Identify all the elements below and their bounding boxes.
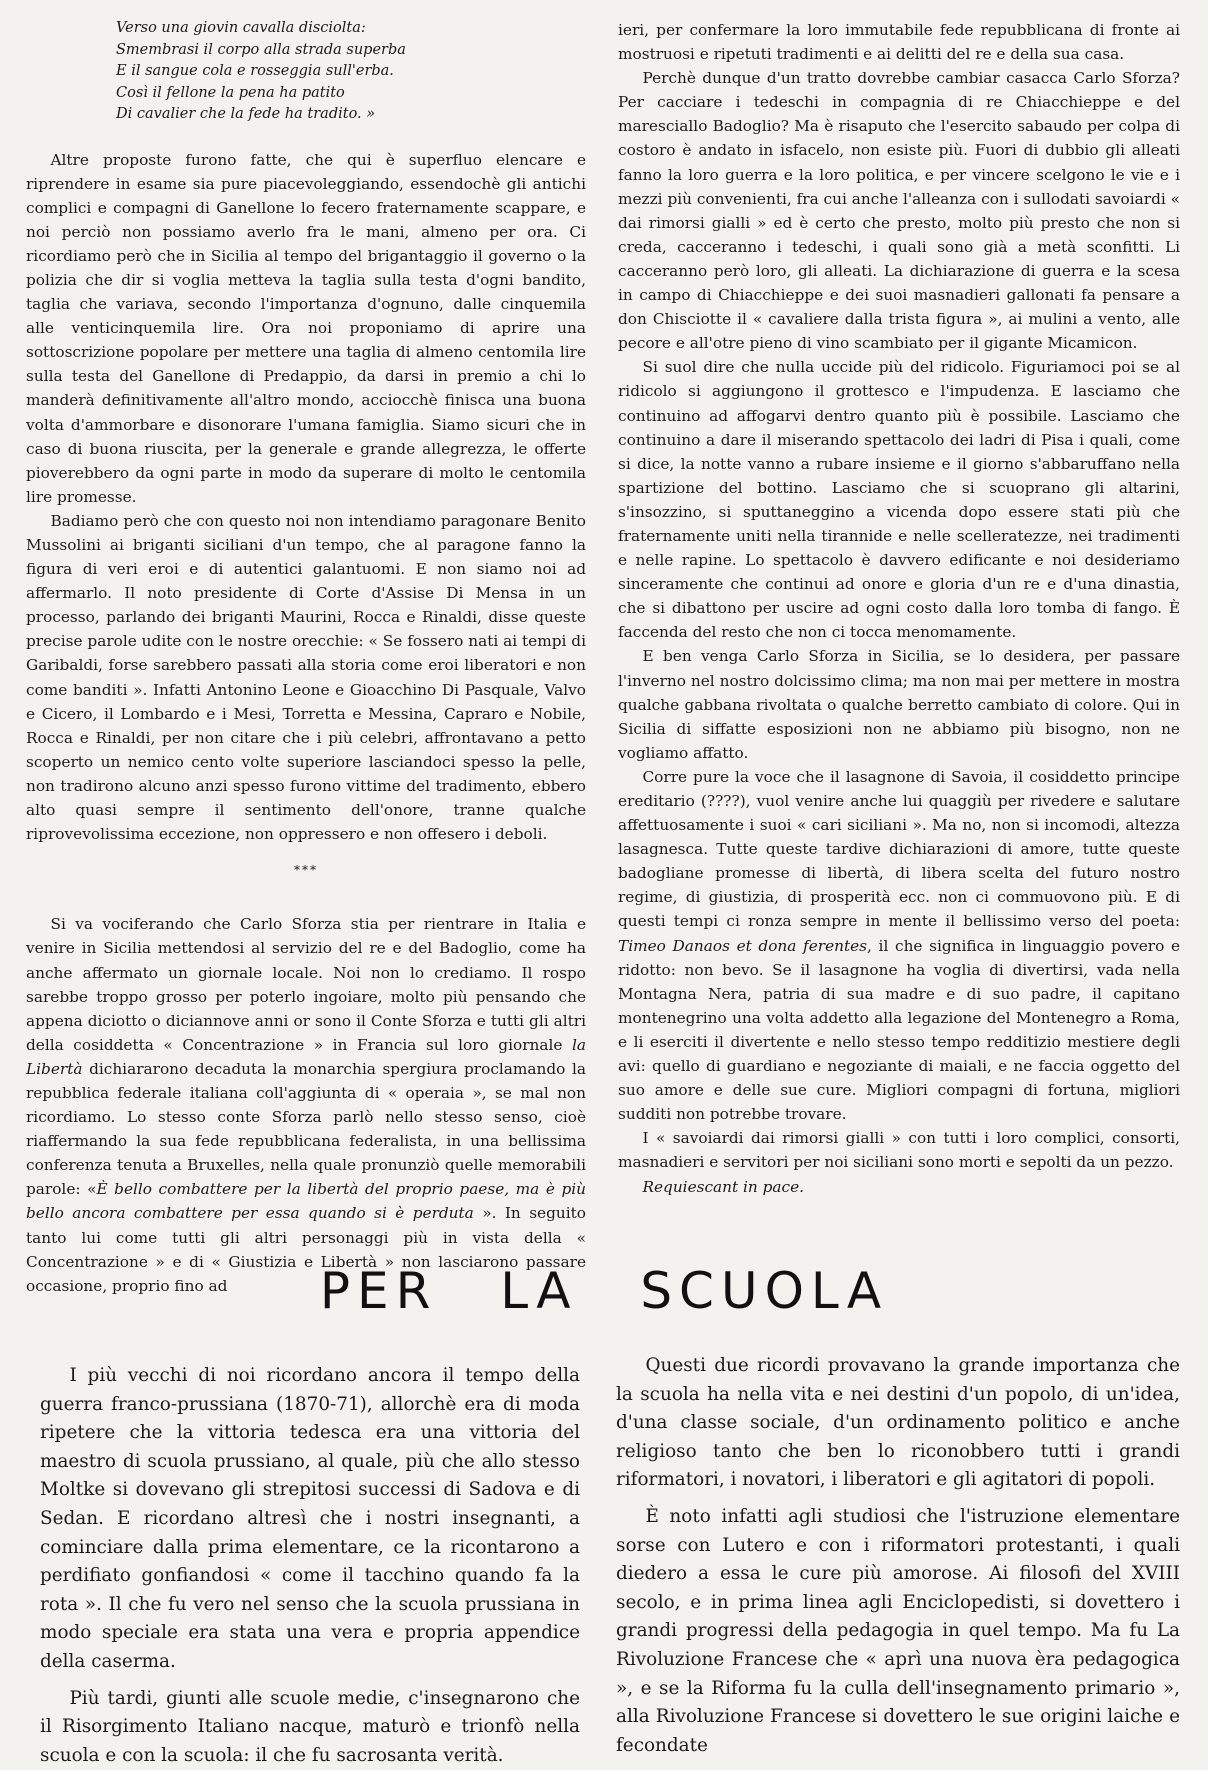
lasagnone-text-end: , il che significa in linguaggio povero e ridotto: non bevo. Se il lasagnone ha voglia di divertirsi, vada nella Montagna Nera, patria di sua madre e di suo padre, il capitano montenegrino una volta addetto alla legazione del Montenegro a Roma, e li eserciti il divertente e nello stesso tempo redditizio mestiere degli avi: quello di guardiano e negoziante di maiali, e ne faccia oggetto del suo amore e delle sue cure. Migliori compagni di fortuna, migliori sudditi non potrebbe trovare. <box>618 936 1180 1124</box>
poem-stanza <box>116 18 586 126</box>
paragraph-savoiardi: I « savoiardi dai rimorsi gialli » con tutti i loro complici, consorti, masnadieri e servitori per noi siciliani sono morti e sepolti da un pezzo. <box>618 1129 1180 1172</box>
signoff: Requiescant in pace. <box>642 1177 805 1196</box>
left-column <box>26 18 586 1298</box>
school-paragraph: I più vecchi di noi ricordano ancora il tempo della guerra franco-prussiana (1870-71), allorchè era di moda ripetere che la vittoria tedesca era una vittoria del maestro di scuola prussiano, al quale, più che allo stesso Moltke si dovevano gli strepitosi successi di Sadova e di Sedan. E ricordano altresì che i nostri insegnanti, a cominciare dalla prima elementare, ce la ricontarono a perdifiato gonfiandosi « come il tacchino quando fa la rota ». Il che fu vero nel senso che la scuola prussiana in modo speciale era stata una vera e propria appendice della caserma. <box>40 1365 580 1672</box>
sforza-text-end: ». In seguito tanto lui come tutti gli altri personaggi più in vista della « Concentrazione » e di « Giustizia e Libertà » non lasciarono passare occasione, proprio fino ad <box>26 1204 586 1295</box>
school-paragraph: È noto infatti agli studiosi che l'istruzione elementare sorse con Lutero e con i riformatori protestanti, i quali diedero a essa le cure più amorose. Ai filosofi del XVIII secolo, e in prima linea agli Enciclopedisti, si dovettero i grandi progressi della pedagogia in quel tempo. Ma fu La Rivoluzione Francese che « aprì una nuova èra pedagogica », e se la Riforma fu la culla dell'insegnamento primario », alla Rivoluzione Francese si dovettero le sue origini laiche e fecondate <box>616 1505 1180 1756</box>
poem-line: Verso una giovin cavalla disciolta: <box>116 20 366 36</box>
paragraph-ridicolo: Si suol dire che nulla uccide più del ridicolo. Figuriamoci poi se al ridicolo si aggiungono il grottesco e l'impudenza. E lasciamo che continuino ad affogarvi dentro quanto più è possibile. Lasciamo che continuino a dare il miserando spettacolo dei ladri di Pisa i quali, come si dice, la notte vanno a rubare insieme e il giorno s'abbaruffano nella spartizione del bottino. Lasciamo che si scuoprano gli altarini, s'insozzino, si sputtaneggino a vicenda dopo essere stati più che fraternamente uniti nella tirannide e nelle scelleratezze, nei tradimenti e nelle rapine. Lo spettacolo è davvero edificante e noi desideriamo sinceramente che continui ad onore e gloria d'un re e d'una dinastia, che si dibattono per uscire ad ogni costo dalla loro tomba di fango. È faccenda del resto che non ci tocca menomamente. <box>618 358 1180 642</box>
school-paragraph: Questi due ricordi provavano la grande importanza che la scuola ha nella vita e nei destini d'un popolo, di un'idea, d'una classe sociale, d'un ordinamento politico e anche religioso tanto che ben lo riconobbero tutti i grandi riformatori, i novatori, i liberatori e gli agitatori di popoli. <box>616 1355 1180 1491</box>
paragraph-sforza <box>26 912 586 1298</box>
school-paragraph: Più tardi, giunti alle scuole medie, c'insegnarono che il Risorgimento Italiano nacque, maturò e trionfò nella scuola e con la scuola: il che fu sacrosanta verità. <box>40 1687 580 1766</box>
paragraph-continuation: ieri, per confermare la loro immutabile fede repubblicana di fronte ai mostruosi e ripetuti tradimenti e ai delitti del re e della sua casa. <box>618 21 1180 64</box>
section-headline: PER LA SCUOLA <box>319 1262 889 1320</box>
paragraph-briganti: Badiamo però che con questo noi non intendiamo paragonare Benito Mussolini ai briganti siciliani d'un tempo, che al paragone fanno la figura di veri eroi e di autentici galantuomi. E non siamo noi ad affermarlo. Il noto presidente di Corte d'Assise Di Mensa in un processo, parlando dei briganti Maurini, Rocca e Rinaldi, disse queste precise parole udite con le nostre orecchie: « Se fossero nati ai tempi di Garibaldi, forse sarebbero passati alla storia come eroi liberatori e non come banditi ». Infatti Antonino Leone e Gioacchino Di Pasquale, Valvo e Cicero, il Lombardo e i Mesi, Torretta e Messina, Capraro e Nobile, Rocca e Rinaldi, per non citare che i più celebri, affrontavano a petto scoperto un nemico cento volte superiore lasciandoci spesso la pelle, non tradirono alcuno anzi spesso furono vittime del tradimento, ebbero alto quasi sempre il sentimento dell'onore, tranne qualche riprovevolissima eccezione, non oppressero e non offesero i deboli. <box>26 511 586 844</box>
paragraph-taglia: Altre proposte furono fatte, che qui è superfluo elencare e riprendere in esame sia pure piacevoleggiando, essendochè gli antichi complici e compagni di Ganellone lo fecero fraternamente scappare, e noi perciò non possiamo averlo fra le mani, almeno per ora. Ci ricordiamo però che in Sicilia al tempo del brigantaggio il governo o la polizia che dir si voglia metteva la taglia sulla testa d'ogni bandito, taglia che variava, secondo l'importanza d'ognuno, dalle cinquemila alle venticinquemila lire. Ora noi proponiamo di aprire una sottoscrizione popolare per mettere una taglia di almeno centomila lire sulla testa del Ganellone di Predappio, da darsi in premio a chi lo manderà definitivamente all'altro mondo, acciocchè finisca una buona volta d'ammorbare e disonorare l'umana famiglia. Siamo sicuri che in caso di buona riuscita, per la generale e grande allegrezza, le offerte pioverebbero da ogni parte in modo da superare di molto le centomila lire promesse. <box>26 150 586 506</box>
poem-line: E il sangue cola e rosseggia sull'erba. <box>116 63 394 79</box>
lasagnone-text-start: Corre pure la voce che il lasagnone di Savoia, il cosiddetto principe ereditario (????), vuol venire anche lui quaggiù per rivedere e salutare affettuosamente i suoi « cari siciliani ». Ma no, non si incomodi, altezza lasagnesca. Tutte queste tardive dichiarazioni di amore, tutte queste badogliane promesse di libertà, di libera scelta del futuro nostro regime, di giustizia, di prosperità ecc. non ci commuovono più. E di questi tempi ci ronza sempre in mente il bellissimo verso del poeta: <box>618 767 1180 931</box>
poem-line: Così il fellone la pena ha patito <box>116 84 345 101</box>
right-column <box>618 18 1180 1199</box>
sforza-quote: È bello combattere per la libertà del proprio paese, ma è più bello ancora combattere per essa quando si è perduta <box>26 1180 586 1223</box>
paragraph-casacca: Perchè dunque d'un tratto dovrebbe cambiar casacca Carlo Sforza? Per cacciare i tedeschi in compagnia di re Chiacchieppe e del maresciallo Badoglio? Ma è risaputo che l'esercito sabaudo per colpa di costoro è andato in isfacelo, non esiste più. Fuori di dubbio gli alleati fanno la loro guerra e la loro politica, e per vincere scelgono le vie e i mezzi più convenienti, fra cui anche l'alleanza con i sullodati savoiardi « dai rimorsi gialli » ed è certo che presto, molto più presto che non si creda, cacceranno i tedeschi, i quali sono già a metà sconfitti. Li cacceranno però loro, gli alleati. La dichiarazione di guerra e la scesa in campo di Chiacchieppe e dei suoi masnadieri gallonati fa pensare a don Chisciotte il « cavaliere dalla trista figura », ai mulini a vento, alle pecore e all'otre pieno di vino scambiato per il gigante Micamicon. <box>618 69 1180 353</box>
section-separator: *** <box>294 863 318 878</box>
paragraph-lasagnone <box>618 765 1180 1126</box>
school-right-column <box>616 1352 1180 1760</box>
school-left-column <box>40 1362 580 1770</box>
poem-line: Di cavalier che la fede ha tradito. » <box>116 106 376 122</box>
school-section <box>40 1352 1180 1766</box>
sforza-text-middle: dichiararono decaduta la monarchia spergiura proclamando la repubblica federale italiana coll'aggiunta di « operaia », se mal non ricordiamo. Lo stesso conte Sforza parlò nello stesso senso, cioè riaffermando la sua fede repubblicana federalista, in una bellissima conferenza tenuta a Bruxelles, nella quale pronunziò quelle memorabili parole: « <box>26 1059 586 1199</box>
poem-line: Smembrasi il corpo alla strada superba <box>116 41 406 58</box>
paragraph-sicilia: E ben venga Carlo Sforza in Sicilia, se lo desidera, per passare l'inverno nel nostro dolcissimo clima; ma non mai per mettere in mostra qualche gabbana rivoltata o qualche berretto cambiato di colore. Qui in Sicilia di siffatte esposizioni non ne abbiamo più bisogno, non ne vogliamo affatto. <box>618 647 1180 762</box>
latin-quote: Timeo Danaos et dona ferentes <box>618 936 868 955</box>
newspaper-name: la Libertà <box>26 1035 586 1078</box>
sforza-text-start: Si va vociferando che Carlo Sforza stia per rientrare in Italia e venire in Sicilia mettendosi al servizio del re e del Badoglio, come ha anche affermato un giornale locale. Noi non lo crediamo. Il rospo sarebbe troppo grosso per poterlo ingoiare, molto più pensando che appena diciotto o diciannove anni or sono il Conte Sforza e tutti gli altri della cosiddetta « Concentrazione » in Francia sul loro giornale <box>26 915 586 1054</box>
